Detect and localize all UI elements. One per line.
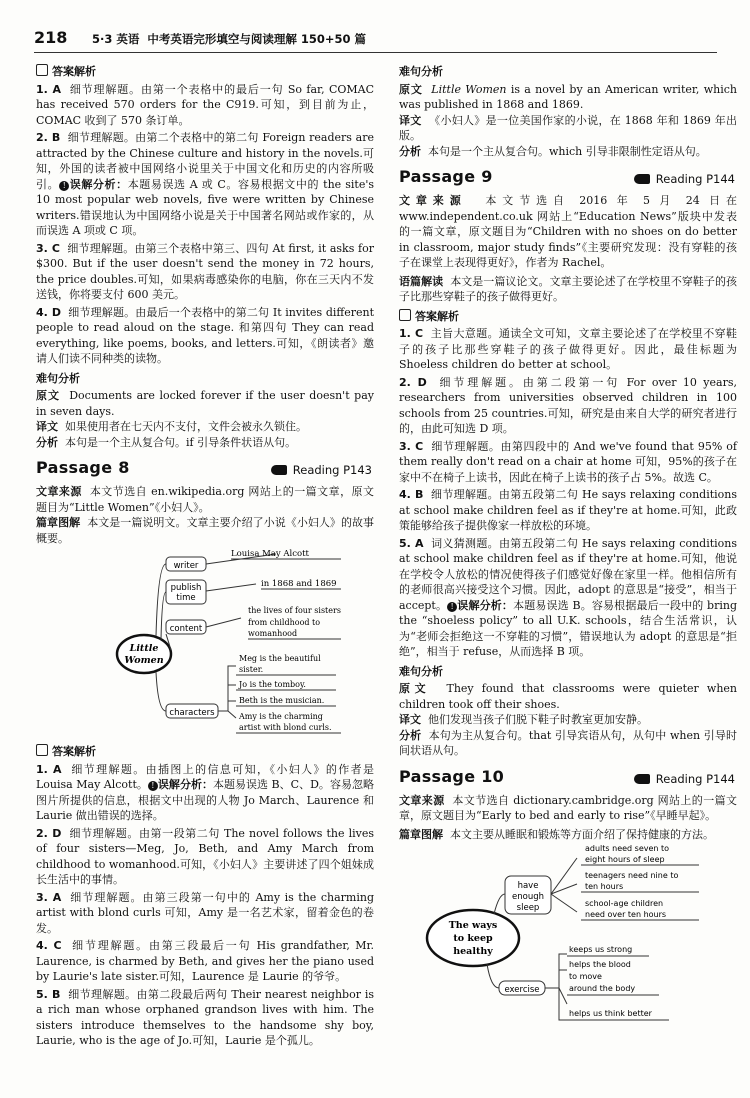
- answer-item: 1. A 细节理解题。由插图上的信息可知，《小妇人》的作者是 Louisa May Alcott。 ! 误解分析：本题易误选 B、C、D。容易忽略图片所提供的信息，根据文中出现的人物 Jo March、Laurence 和 Laurie 做出错误的选择。: [36, 762, 374, 822]
- header-divider: [34, 52, 717, 53]
- difficult-analysis: 分析 本句为主从复合句。that 引导宾语从句，从句中 when 引导时间状语从句。: [399, 728, 737, 757]
- difficult-original: 原文 They found that classrooms were quieter when children took off their shoes.: [399, 682, 737, 711]
- connector: [551, 894, 577, 912]
- sleep-label: sleep: [516, 903, 540, 913]
- publish-label: time: [176, 593, 196, 603]
- pointing-hand-icon: [271, 465, 287, 475]
- connector: [545, 954, 567, 988]
- answer-item: 4. D 细节理解题。由最后一个表格中的第二句 It invites different people to read aloud on the stage. 和第四句 They can read everything, like poems, books, and letters.可知，《朗读者》邀请人们读不同种类的读物。: [36, 305, 375, 365]
- passage-title: Passage 9: [399, 167, 493, 186]
- center-label: healthy: [453, 946, 493, 957]
- mind-map-svg: [399, 842, 737, 1032]
- exercise-note: around the body: [569, 984, 636, 993]
- characters-label: characters: [169, 708, 215, 718]
- reading-ref: Reading P144: [634, 172, 735, 188]
- answer-item: 2. B 细节理解题。由第二个表格中的第二句 Foreign readers are attracted by the Chinese culture and history in the novels.可知，外国的读者被中国网络小说里关于中国文化和历史的内容所吸引。 ! 误解分析：本题易误选 A 或 C。容易根据文中的 the site's 10 most popular web novels, five were written by Chinese writers.错误地认为中国网络小说是关于中国著名网站或作家的，从而误选 A 项或 C 项。: [36, 131, 375, 237]
- left-column: [36, 62, 374, 1051]
- difficult-original: 原文 Documents are locked forever if the user doesn't pay in seven days.: [36, 389, 374, 418]
- page-number: 218: [34, 28, 68, 47]
- content-value: womanhood: [248, 629, 298, 638]
- warning-icon: !: [148, 781, 158, 791]
- warning-icon: !: [447, 602, 457, 612]
- character-note: sister.: [239, 665, 264, 674]
- connector: [156, 672, 166, 711]
- difficult-translation: 译文 如果使用者在七天内不支付，文件会被永久锁住。: [36, 420, 307, 433]
- difficult-original: 原文 Little Women is a novel by an American writer, which was published in 1868 and 1869.: [399, 82, 737, 111]
- center-label: Women: [124, 655, 164, 666]
- passage-interpretation: 语篇解读 本文是一篇议论文。文章主要论述了在学校里不穿鞋子的孩子比那些穿鞋子的孩子做得更好。: [399, 274, 738, 303]
- reading-ref: Reading P143: [271, 463, 372, 479]
- content-value: from childhood to: [248, 618, 321, 627]
- warning-icon: !: [59, 181, 69, 191]
- content-label: content: [169, 624, 203, 634]
- answer-item: 4. C 细节理解题。由第三段最后一句 His grandfather, Mr. Laurence, is charmed by Beth, and gives her the piano used by Laurie's late sister.可知，Laurence 是 Laurie 的爷爷。: [36, 939, 374, 983]
- sleep-note: school-age children: [585, 899, 664, 908]
- p8-answers-heading: 答案解析: [36, 744, 374, 760]
- answer-item: 3. C 细节理解题。由第四段中的 And we've found that 95% of them really don't read on a chair at home 可知，95%的孩子在家中不在椅子上读书，因此在椅子上读书的孩子占 5%。故选 C。: [399, 439, 737, 484]
- sleep-note: ten hours: [585, 882, 624, 891]
- difficult-translation: 译文 他们发现当孩子们脱下鞋子时教室更加安静。: [399, 713, 648, 726]
- connector: [494, 894, 505, 914]
- passage-title: Passage 8: [36, 458, 130, 477]
- connector: [228, 711, 236, 718]
- p9-difficult-heading: 难句分析: [399, 664, 443, 678]
- book-icon: [36, 744, 48, 756]
- connector: [161, 592, 166, 640]
- center-label: to keep: [453, 933, 493, 944]
- pointing-hand-icon: [634, 774, 650, 784]
- difficult-translation: 译文 《小妇人》是一位美国作家的小说，在 1868 年和 1869 年出版。: [399, 113, 737, 142]
- mind-map-svg: [36, 546, 374, 742]
- sleep-note: eight hours of sleep: [585, 855, 665, 864]
- book-icon: [36, 64, 48, 76]
- passage-8-title-bar: [36, 458, 374, 480]
- book-series: [92, 32, 366, 48]
- connector: [487, 964, 499, 988]
- content-value: the lives of four sisters: [248, 606, 341, 615]
- center-label: The ways: [448, 920, 498, 931]
- character-note: Beth is the musician.: [239, 696, 325, 705]
- page-header: [0, 0, 750, 60]
- answer-item: 3. C 细节理解题。由第三个表格中第三、四句 At first, it asks for $300. But if the user doesn't send the money in 72 hours, the price doubles.可知，如果病毒感染你的电脑，你在三天内不发送钱，你将要支付 600 美元。: [36, 241, 374, 301]
- exercise-note: helps the blood: [569, 960, 631, 969]
- sleep-note: adults need seven to: [585, 844, 670, 853]
- answer-item: 5. B 细节理解题。由第二段最后两句 Their nearest neighbor is a rich man whose orphaned grandson lives with him. The sisters introduce themselves to the handsome shy boy, Laurie, who is the age of Jo.可知，Laurie 是个孤儿。: [36, 987, 374, 1047]
- book-subtitle: 中考英语完形填空与阅读理解 150+50 篇: [147, 32, 367, 46]
- passage-title: Passage 10: [399, 766, 505, 786]
- connector: [206, 584, 256, 591]
- writer-label: writer: [173, 561, 199, 571]
- sleep-label: enough: [512, 892, 544, 902]
- book-icon: [399, 309, 411, 321]
- answer-item: 1. A 细节理解题。由第一个表格中的最后一句 So far, COMAC has received 570 orders for the C919.可知，到目前为止，COMAC 收到了 570 条订单。: [36, 82, 374, 127]
- passage-9-title-bar: [399, 167, 737, 189]
- connector: [559, 988, 567, 1004]
- exercise-note: keeps us strong: [569, 945, 633, 954]
- answer-item: 5. A 词义猜测题。由第五段第二句 He says relaxing conditions at school make children feel as if they're at home.可知，他说在学校令人放松的情况使得孩子们感觉好像在家里一样。他相信所有的老师很高兴接受这个习惯。因此，adopt 的意思是“接受”，相当于 accept。 ! 误解分析：本题易误选 B。容易根据最后一段中的 bring the “shoeless policy” to all U.K. schools，结合生活常识，认为“老师会拒绝这一不穿鞋的习惯”，错误地认为 adopt 的意思是“拒绝”，相当于 refuse，从而选择 B 项。: [399, 536, 737, 658]
- exercise-note: to move: [569, 972, 602, 981]
- character-note: Meg is the beautiful: [239, 654, 321, 663]
- center-node: [117, 635, 171, 673]
- answer-item: 1. C 主旨大意题。通读全文可知，文章主要论述了在学校里不穿鞋子的孩子比那些穿鞋子的孩子做得更好。因此，最佳标题为 Shoeless children do better at school。: [399, 327, 737, 371]
- publish-label: publish: [170, 583, 202, 593]
- character-note: Jo is the tomboy.: [239, 680, 306, 689]
- right-column: [399, 62, 737, 1032]
- connector: [206, 618, 241, 627]
- passage-map-intro: 篇章图解 本文是一篇说明文。文章主要介绍了小说《小妇人》的故事概要。: [36, 516, 375, 545]
- connector: [218, 666, 236, 711]
- passage-map-intro: 篇章图解 本文主要从睡眠和锻炼等方面介绍了保持健康的方法。: [399, 827, 714, 841]
- answer-item: 3. A 细节理解题。由第三段第一句中的 Amy is the charming artist with blond curls 可知，Amy 是一名艺术家，留着金色的卷发。: [36, 890, 374, 935]
- connector: [559, 988, 567, 1020]
- p8-difficult-heading: 难句分析: [399, 65, 443, 78]
- reading-ref: Reading P144: [634, 772, 735, 788]
- answer-item: 2. D 细节理解题。由第二段第一句 For over 10 years, researchers from universities observed children in 100 schools from 25 countries.可知，研究是由来自大学的研究者进行的，由此可知选 D 项。: [399, 375, 737, 435]
- character-note: artist with blond curls.: [239, 723, 332, 732]
- healthy-ways-diagram: [399, 842, 737, 1032]
- p9-answers-heading: 答案解析: [399, 309, 737, 325]
- series-name: 5·3 英语: [92, 32, 140, 46]
- difficult-analysis: 分析 本句是一个主从复合句。which 引导非限制性定语从句。: [399, 144, 707, 158]
- exercise-label: exercise: [504, 985, 540, 995]
- sleep-note: need over ten hours: [585, 910, 667, 919]
- sleep-label: have: [517, 881, 539, 891]
- p7-answers-heading: 答案解析: [36, 64, 374, 80]
- center-label: Little: [129, 643, 159, 654]
- little-women-diagram: [36, 546, 374, 742]
- answer-item: 4. B 细节理解题。由第五段第二句 He says relaxing conditions at school make children feel as if they're at home.可知，此政策能够给孩子提供像家一样放松的环境。: [399, 488, 738, 532]
- p7-difficult-heading: 难句分析: [36, 371, 80, 385]
- exercise-note: helps us think better: [569, 1009, 652, 1018]
- character-note: Amy is the charming: [239, 712, 323, 721]
- difficult-analysis: 分析 本句是一个主从复合句。if 引导条件状语从句。: [36, 435, 297, 449]
- article-source: 文章来源 本文节选自 2016 年 5 月 24 日在 www.independent.co.uk 网站上“Education News”版块中发表的一篇文章，原文题目为“Children with no shoes on do better in classroom, major study finds”《主要研究发现：没有穿鞋的孩子在课堂上表现得更好》，作者为 Rachel。: [399, 194, 737, 269]
- article-source: 文章来源 本文节选自 en.wikipedia.org 网站上的一篇文章，原文题目为“Little Women”《小妇人》。: [36, 485, 375, 514]
- pointing-hand-icon: [634, 174, 650, 184]
- passage-10-title-bar: [399, 767, 737, 789]
- writer-value: Louisa May Alcott: [231, 549, 309, 559]
- answer-item: 2. D 细节理解题。由第一段第二句 The novel follows the lives of four sisters—Meg, Jo, Beth, and Amy March from childhood to womanhood.可知，《小妇人》主要讲述了四个姐妹成长生活中的事情。: [36, 826, 374, 886]
- sleep-note: teenagers need nine to: [585, 871, 679, 880]
- publish-value: in 1868 and 1869: [261, 579, 337, 589]
- article-source: 文章来源 本文节选自 dictionary.cambridge.org 网站上的一篇文章，原文题目为“Early to bed and early to rise”《早睡早起》。: [399, 793, 738, 822]
